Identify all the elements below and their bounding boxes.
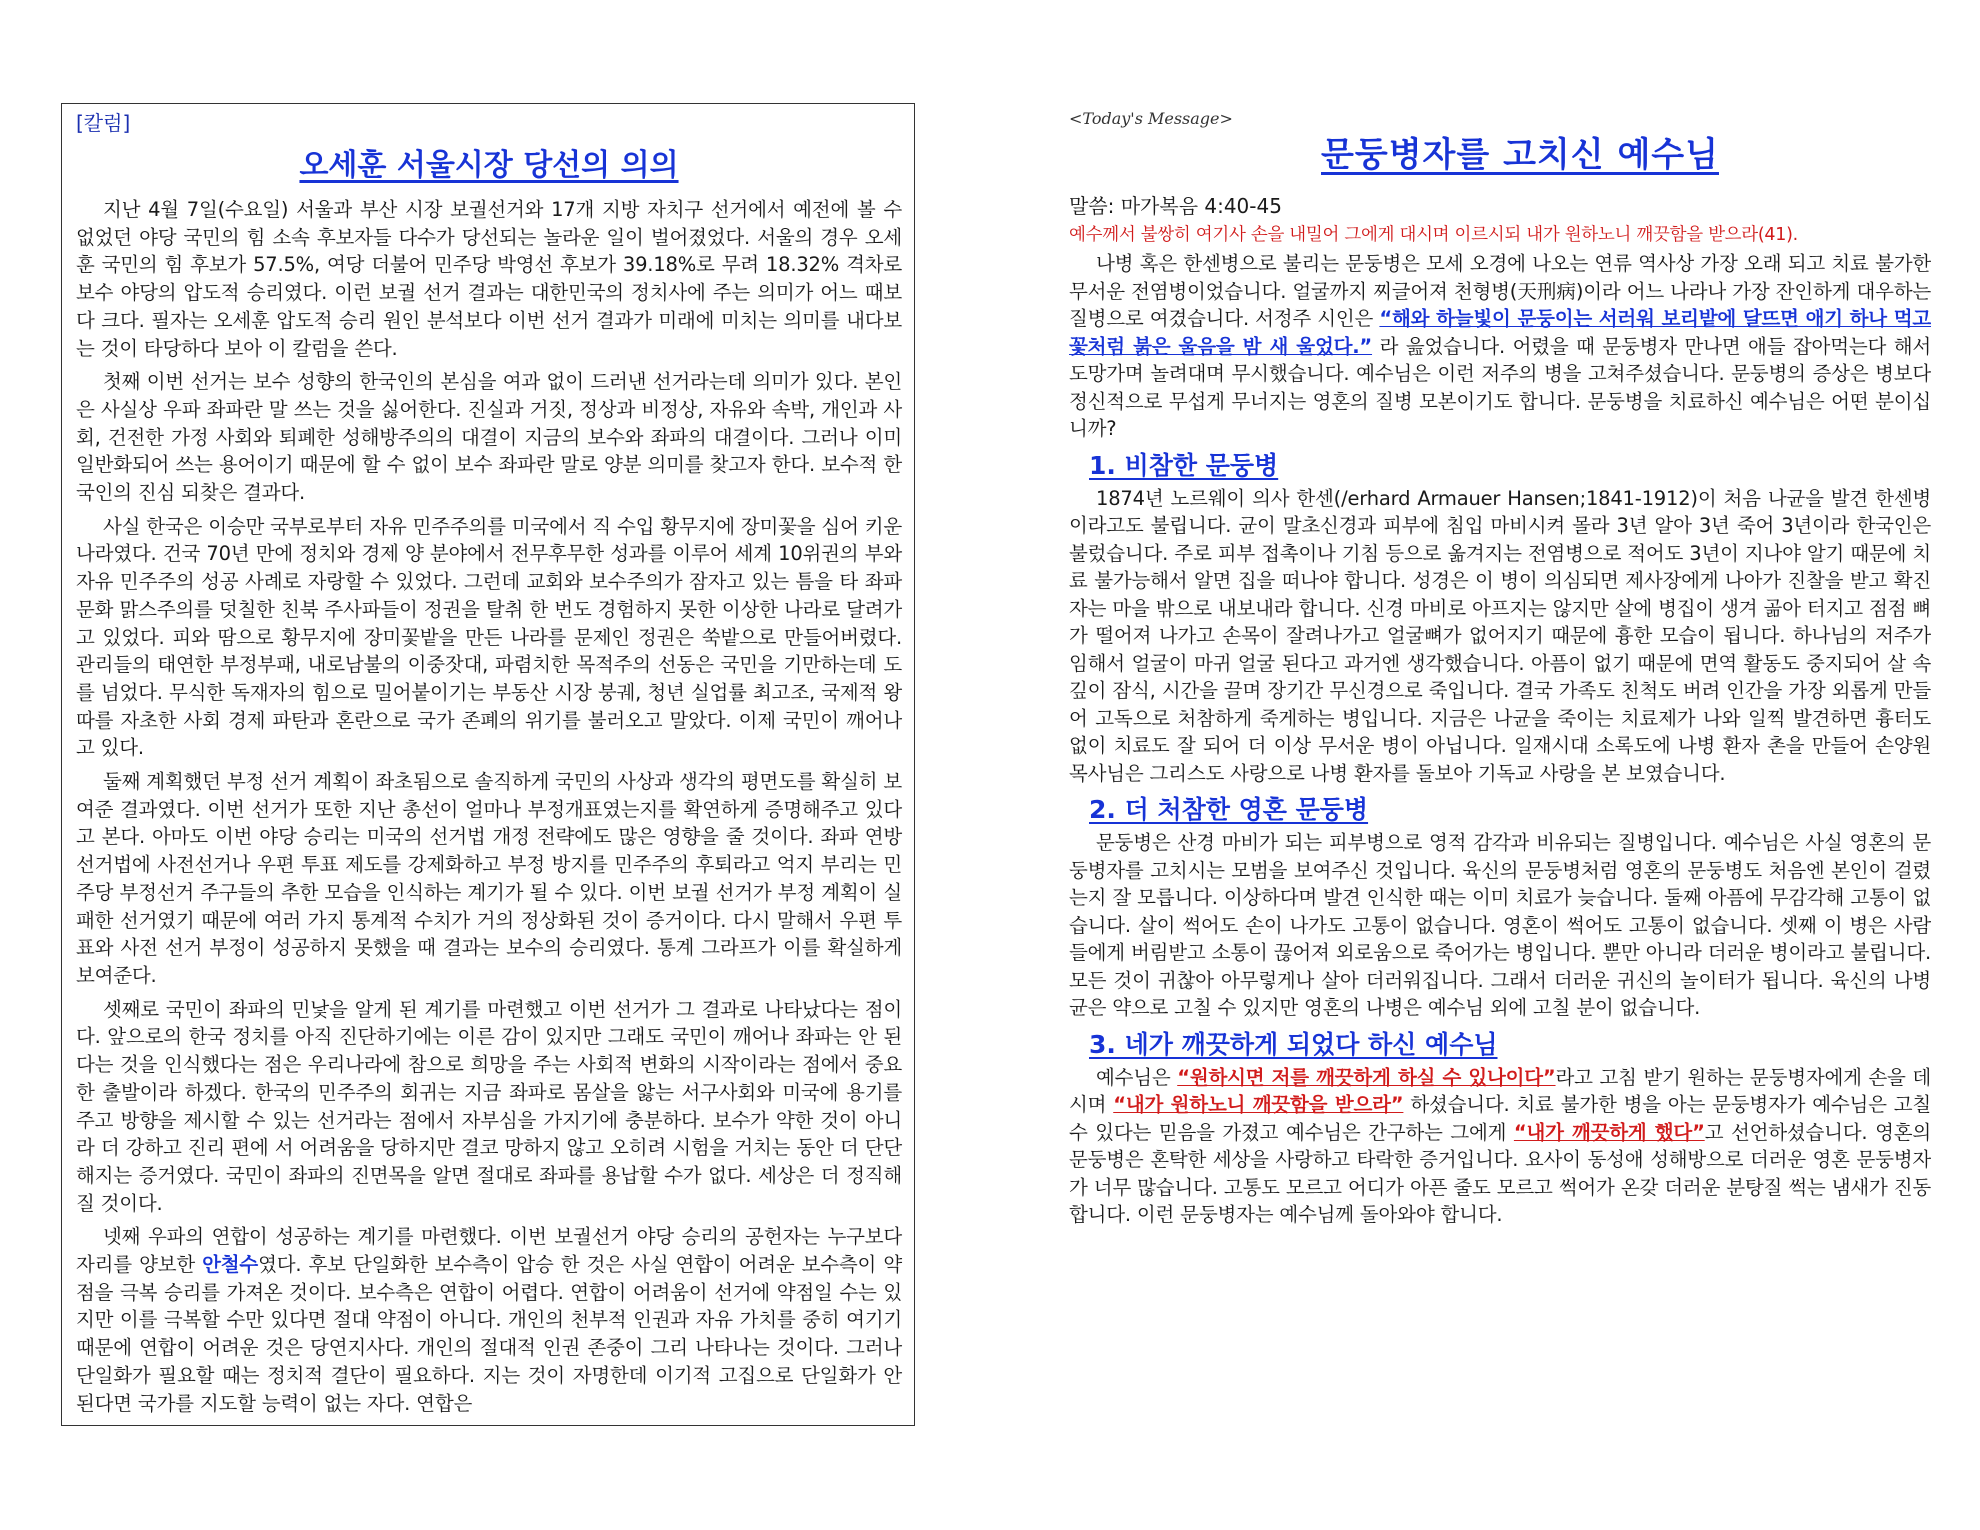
sermon-title: 문둥병자를 고치신 예수님 xyxy=(1321,135,1719,175)
scripture-reference: 말씀: 마가복음 4:40-45 xyxy=(1069,194,1282,218)
message-tag: <Today's Message> xyxy=(1069,109,1233,128)
quote-leper: “원하시면 저를 깨끗하게 하실 수 있나이다” xyxy=(1177,1065,1556,1089)
section-3-text: 예수님은 “원하시면 저를 깨끗하게 하실 수 있나이다”라고 고침 받기 원하는 문둥병자에게 손을 데시며 “내가 원하노니 깨끗함을 받으라” 하셨습니다. 치료 불가한 병을 아는 문둥병자가 예수님은 고칠 수 있다는 믿음을 가졌고 예수님은 간구하는 그에게 “내가 깨끗하게 했다”고 선언하셨습니다. 영혼의 문둥병은 혼탁한 세상을 사랑하고 타락한 증거입니다. 요사이 동성애 성해방으로 더러운 영혼 문둥병자가 너무 많습니다. 고통도 모르고 어디가 아픈 줄도 모르고 썩어가 온갖 더러운 분탕질 썩는 냄새가 진동합니다. 이런 문둥병자는 예수님께 돌아와야 합니다. xyxy=(1069,1065,1931,1226)
column-tag: [칼럼] xyxy=(76,111,131,135)
poem-quote: “해와 하늘빛이 문둥이는 서러워 보리밭에 달뜨면 애기 하나 먹고 꽃처럼 붉은 울음을 밤 새 울었다.” xyxy=(1069,307,1931,358)
highlighted-name: 안철수 xyxy=(202,1253,259,1277)
sermon-message xyxy=(1069,108,1931,1438)
section-heading-1: 1. 비참한 문둥병 xyxy=(1089,450,1279,480)
column-paragraph: 지난 4월 7일(수요일) 서울과 부산 시장 보궐선거와 17개 지방 자치구 선거에서 예전에 볼 수 없었던 야당 국민의 힘 소속 후보자들 다수가 당선되는 놀라운 일이 벌어졌었다. 서울의 경우 오세훈 국민의 힘 후보가 57.5%, 여당 더불어 민주당 박영선 후보가 39.18%로 무려 18.32% 격차로 보수 야당의 압도적 승리였다. 이런 보궐 선거 결과는 대한민국의 정치사에 주는 의미가 어느 때보다 크다. 필자는 오세훈 압도적 승리 원인 분석보다 이번 선거 결과가 미래에 미치는 의미를 내다보는 것이 타당하다 보아 이 칼럼을 쓴다. xyxy=(76,198,902,360)
column-paragraph: 셋째로 국민이 좌파의 민낯을 알게 된 계기를 마련했고 이번 선거가 그 결과로 나타났다는 점이다. 앞으로의 한국 정치를 아직 진단하기에는 이른 감이 있지만 그래도 국민이 깨어나 좌파는 안 된다는 것을 인식했다는 점은 우리나라에 참으로 희망을 주는 사회적 변화의 시작이라는 점에서 중요한 출발이라 하겠다. 한국의 민주주의 회귀는 지금 좌파로 몸살을 앓는 서구사회와 미국에 용기를 주고 방향을 제시할 수 있는 선거라는 점에서 자부심을 가지기에 충분하다. 보수가 약한 것이 아니라 더 강하고 진리 편에 서 어려움을 당하지만 결코 망하지 않고 오히려 시험을 거치는 동안 더 단단해지는 증거였다. 국민이 좌파의 진면목을 알면 절대로 좌파를 용납할 수가 없다. 세상은 더 정직해질 것이다. xyxy=(76,997,902,1215)
quote-jesus: “내가 원하노니 깨끗함을 받으라” xyxy=(1113,1093,1404,1116)
section-heading-2: 2. 더 처참한 영혼 문둥병 xyxy=(1089,795,1369,824)
quote-declaration: “내가 깨끗하게 했다” xyxy=(1513,1120,1705,1144)
section-2-text: 문둥병은 산경 마비가 되는 피부병으로 영적 감각과 비유되는 질병입니다. 예수님은 사실 영혼의 문둥병자를 고치시는 모범을 보여주신 것입니다. 육신의 문둥병처럼 영혼의 문둥병도 처음엔 본인이 걸렸는지 잘 모릅니다. 이상하다며 발견 인식한 때는 이미 치료가 늦습니다. 둘째 아픔에 무감각해 고통이 없습니다. 살이 썩어도 손이 나가도 고통이 없습니다. 영혼이 썩어도 고통이 없습니다. 셋째 이 병은 사람들에게 버림받고 소통이 끊어져 외로움으로 죽어가는 병입니다. 뿐만 아니라 더러운 병이라고 불립니다. 모든 것이 귀찮아 아무렇게나 살아 더러워집니다. 그래서 더러운 귀신의 놀이터가 됩니다. 육신의 나병 균은 약으로 고칠 수 있지만 영혼의 나병은 예수님 외에 고칠 분이 없습니다. xyxy=(1069,831,1931,1019)
column-paragraph: 사실 한국은 이승만 국부로부터 자유 민주주의를 미국에서 직 수입 황무지에 장미꽃을 심어 키운 나라였다. 건국 70년 만에 정치와 경제 양 분야에서 전무후무한 성과를 이루어 세계 10위권의 부와 자유 민주주의 성공 사례로 자랑할 수 있었다. 그런데 교회와 보수주의가 잠자고 있는 틈을 타 좌파 문화 맑스주의를 덧칠한 친북 주사파들이 정권을 탈취 한 번도 경험하지 못한 이상한 나라로 달려가고 있었다. 피와 땀으로 황무지에 장미꽃밭을 만든 나라를 문제인 정권은 쑥밭으로 만들어버렸다. 관리들의 태연한 부정부패, 내로남불의 이중잣대, 파렴치한 목적주의 선동은 국민을 기만하는데 도를 넘었다. 무식한 독재자의 힘으로 밀어붙이기는 부동산 시장 붕궤, 청년 실업률 최고조, 국제적 왕따를 자초한 사회 경제 파탄과 혼란으로 국가 존폐의 위기를 불러오고 말았다. 이제 국민이 깨어나고 있다. xyxy=(76,514,902,760)
column-paragraph: 둘째 계획했던 부정 선거 계획이 좌초됨으로 솔직하게 국민의 사상과 생각의 평면도를 확실히 보여준 결과였다. 이번 선거가 또한 지난 총선이 얼마나 부정개표였는지를 확연하게 증명해주고 있다고 본다. 아마도 이번 야당 승리는 미국의 선거법 개정 전략에도 많은 영향을 줄 것이다. 좌파 연방 선거법에 사전선거나 우편 투표 제도를 강제화하고 부정 방지를 민주주의 후퇴라고 억지 부리는 민주당 부정선거 주구들의 추한 모습을 인식하는 계기가 될 수 있다. 이번 보궐 선거가 부정 계획이 실패한 선거였기 때문에 여러 가지 통계적 수치가 거의 정상화된 것이 증거이다. 다시 말해서 우편 투표와 사전 선거 부정이 성공하지 못했을 때 결과는 보수의 승리였다. 통계 그라프가 이를 확실하게 보여준다. xyxy=(76,770,902,987)
scripture-text: 예수께서 불쌍히 여기사 손을 내밀어 그에게 대시며 이르시되 내가 원하노니 깨끗함을 받으라(41). xyxy=(1069,225,1798,245)
section-heading-3: 3. 네가 깨끗하게 되었다 하신 예수님 xyxy=(1089,1029,1498,1059)
column-article xyxy=(61,103,915,1426)
column-paragraph: 첫째 이번 선거는 보수 성향의 한국인의 본심을 여과 없이 드러낸 선거라는데 의미가 있다. 본인은 사실상 우파 좌파란 말 쓰는 것을 싫어한다. 진실과 거짓, 정상과 비정상, 자유와 속박, 개인과 사회, 건전한 가정 사회와 퇴폐한 성해방주의의 대결이 지금의 보수와 좌파의 대결이다. 그러나 이미 일반화되어 쓰는 용어이기 때문에 할 수 없이 보수 좌파란 말로 양분 의미를 찾고자 한다. 보수적 한국인의 진심 되찾은 결과다. xyxy=(76,370,902,505)
column-title: 오세훈 서울시장 당선의 의의 xyxy=(299,148,679,183)
sermon-intro: 나병 혹은 한센병으로 불리는 문둥병은 모세 오경에 나오는 연류 역사상 가장 오래 되고 치료 불가한 무서운 전염병이었습니다. 얼굴까지 찌글어져 천형병(天刑病)이라 어느 나라나 가장 잔인하게 대우하는 질병으로 여겼습니다. 서정주 시인은 “해와 하늘빛이 문둥이는 서러워 보리밭에 달뜨면 애기 하나 먹고 꽃처럼 붉은 울음을 밤 새 울었다.” 라 읊었습니다. 어렸을 때 문둥병자 만나면 애들 잡아먹는다 해서 도망가며 놀려대며 무시했습니다. 예수님은 이런 저주의 병을 고쳐주셨습니다. 문둥병의 증상은 병보다 정신적으로 무섭게 무너지는 영혼의 질병 모본이기도 합니다. 문둥병을 치료하신 예수님은 어떤 분이십니까? xyxy=(1069,252,1931,440)
section-1-text: 1874년 노르웨이 의사 한센(/erhard Armauer Hansen;1841-1912)이 처음 나균을 발견 한센병이라고도 불립니다. 균이 말초신경과 피부에 침입 마비시켜 몰라 3년 알아 3년 죽어 3년이라 한국인은 불렀습니다. 주로 피부 접촉이나 기침 등으로 옮겨지는 전염병으로 적어도 3년이 지나야 알기 때문에 치료 불가능해서 알면 집을 떠나야 합니다. 성경은 이 병이 의심되면 제사장에게 나아가 진찰을 받고 확진자는 마을 밖으로 내보내라 합니다. 신경 마비로 아프지는 않지만 살에 병집이 생겨 곪아 터지고 점점 뼈가 떨어져 나가고 손목이 잘려나가고 얼굴뼈가 없어지기 때문에 흉한 모습이 됩니다. 하나님의 저주가 임해서 얼굴이 마귀 얼굴 된다고 과거엔 생각했습니다. 아픔이 없기 때문에 면역 활동도 중지되어 살 속 깊이 잠식, 시간을 끌며 장기간 무신경으로 죽입니다. 결국 가족도 친척도 버려 인간을 가장 외롭게 만들어 고독으로 처참하게 죽게하는 병입니다. 지금은 나균을 죽이는 치료제가 나와 일찍 발견하면 흉터도 없이 치료도 잘 되어 더 이상 무서운 병이 아닙니다. 일재시대 소록도에 나병 환자 촌을 만들어 손양원 목사님은 그리스도 사랑으로 나병 환자를 돌보아 기독교 사랑을 본 보였습니다. xyxy=(1069,486,1931,785)
column-paragraph: 넷째 우파의 연합이 성공하는 계기를 마련했다. 이번 보궐선거 야당 승리의 공헌자는 누구보다 자리를 양보한 안철수였다. 후보 단일화한 보수측이 압승 한 것은 사실 연합이 어려운 보수측이 약점을 극복 승리를 가져온 것이다. 보수측은 연합이 어렵다. 연합이 어려움이 선거에 약점일 수는 있지만 이를 극복할 수만 있다면 절대 약점이 아니다. 개인의 천부적 인권과 자유 가치를 중히 여기기 때문에 연합이 어려운 것은 당연지사다. 개인의 절대적 인권 존중이 그리 나타나는 것이다. 그러나 단일화가 필요할 때는 정치적 결단이 필요하다. 지는 것이 자명한데 이기적 고집으로 단일화가 안 된다면 국가를 지도할 능력이 없는 자다. 연합은 xyxy=(76,1225,902,1415)
